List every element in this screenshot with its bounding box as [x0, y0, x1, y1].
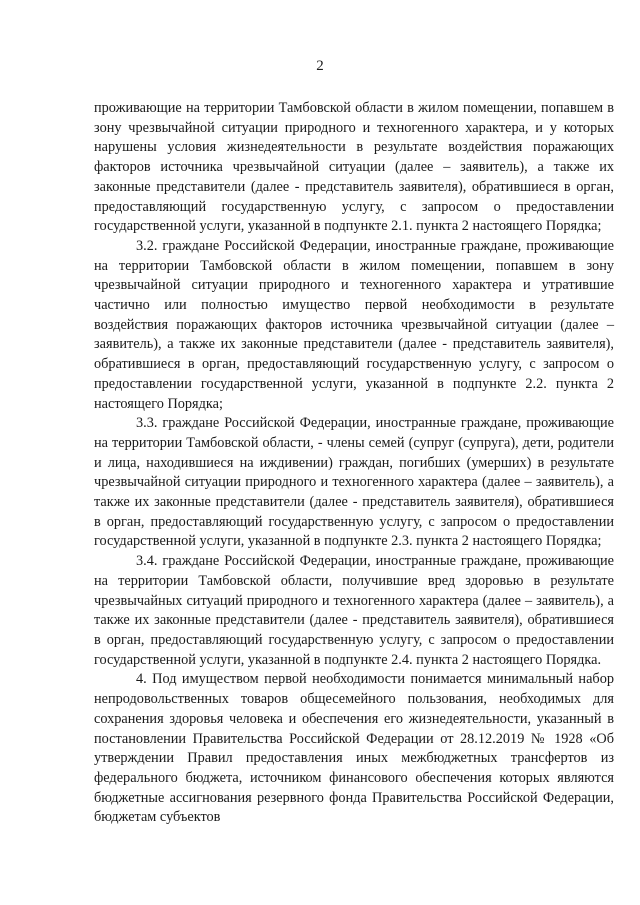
paragraph-4: 4. Под имуществом первой необходимости понимается минимальный набор непродовольственных товаров общесемейного пользования, необходимых для сохранения здоровья человека и обеспечения его жизнедеятельности, указанный в постановлении Правительства Российской Федерации от 28.12.2019 № 1928 «Об утверждении Правил предоставления иных межбюджетных трансфертов из федерального бюджета, источником финансового обеспечения которых являются бюджетные ассигнования резервного фонда Правительства Российской Федерации, бюджетам субъектов — [94, 671, 614, 826]
paragraph-3-3: 3.3. граждане Российской Федерации, иностранные граждане, проживающие на территории Тамбовской области, - члены семей (супруг (супруга), дети, родители и лица, находившиеся на иждивении) граждан, погибших (умерших) в результате чрезвычайной ситуации природного и техногенного характера (далее – заявитель), а также их законные представители (далее - представитель заявителя), обратившиеся в орган, предоставляющий государственную услугу, с запросом о предоставлении государственной услуги, указанной в подпункте 2.3. пункта 2 настоящего Порядка; — [94, 415, 614, 550]
paragraph-3-2: 3.2. граждане Российской Федерации, иностранные граждане, проживающие на территории Тамбовской области в жилом помещении, попавшем в зону чрезвычайной ситуации природного и техногенного характера и утратившие частично или полностью имущество первой необходимости в результате воздействия поражающих факторов источника чрезвычайной ситуации (далее – заявитель), а также их законные представители (далее - представитель заявителя), обратившиеся в орган, предоставляющий государственную услугу, с запросом о предоставлении государственной услуги, указанной в подпункте 2.2. пункта 2 настоящего Порядка; — [94, 237, 614, 412]
page-number: 2 — [316, 58, 324, 74]
document-body — [94, 99, 614, 828]
paragraph-continuation: проживающие на территории Тамбовской области в жилом помещении, попавшем в зону чрезвычайной ситуации природного и техногенного характера, и у которых нарушены условия жизнедеятельности в результате воздействия поражающих факторов источника чрезвычайной ситуации (далее – заявитель), а также их законные представители (далее - представитель заявителя), обратившиеся в орган, предоставляющий государственную услугу, с запросом о предоставлении государственной услуги, указанной в подпункте 2.1. пункта 2 настоящего Порядка; — [94, 100, 614, 235]
paragraph-3-4: 3.4. граждане Российской Федерации, иностранные граждане, проживающие на территории Тамбовской области, получившие вред здоровью в результате чрезвычайных ситуаций природного и техногенного характера (далее – заявитель), а также их законные представители (далее - представитель заявителя), обратившиеся в орган, предоставляющий государственную услугу, с запросом о предоставлении государственной услуги, указанной в подпункте 2.4. пункта 2 настоящего Порядка. — [94, 553, 614, 668]
